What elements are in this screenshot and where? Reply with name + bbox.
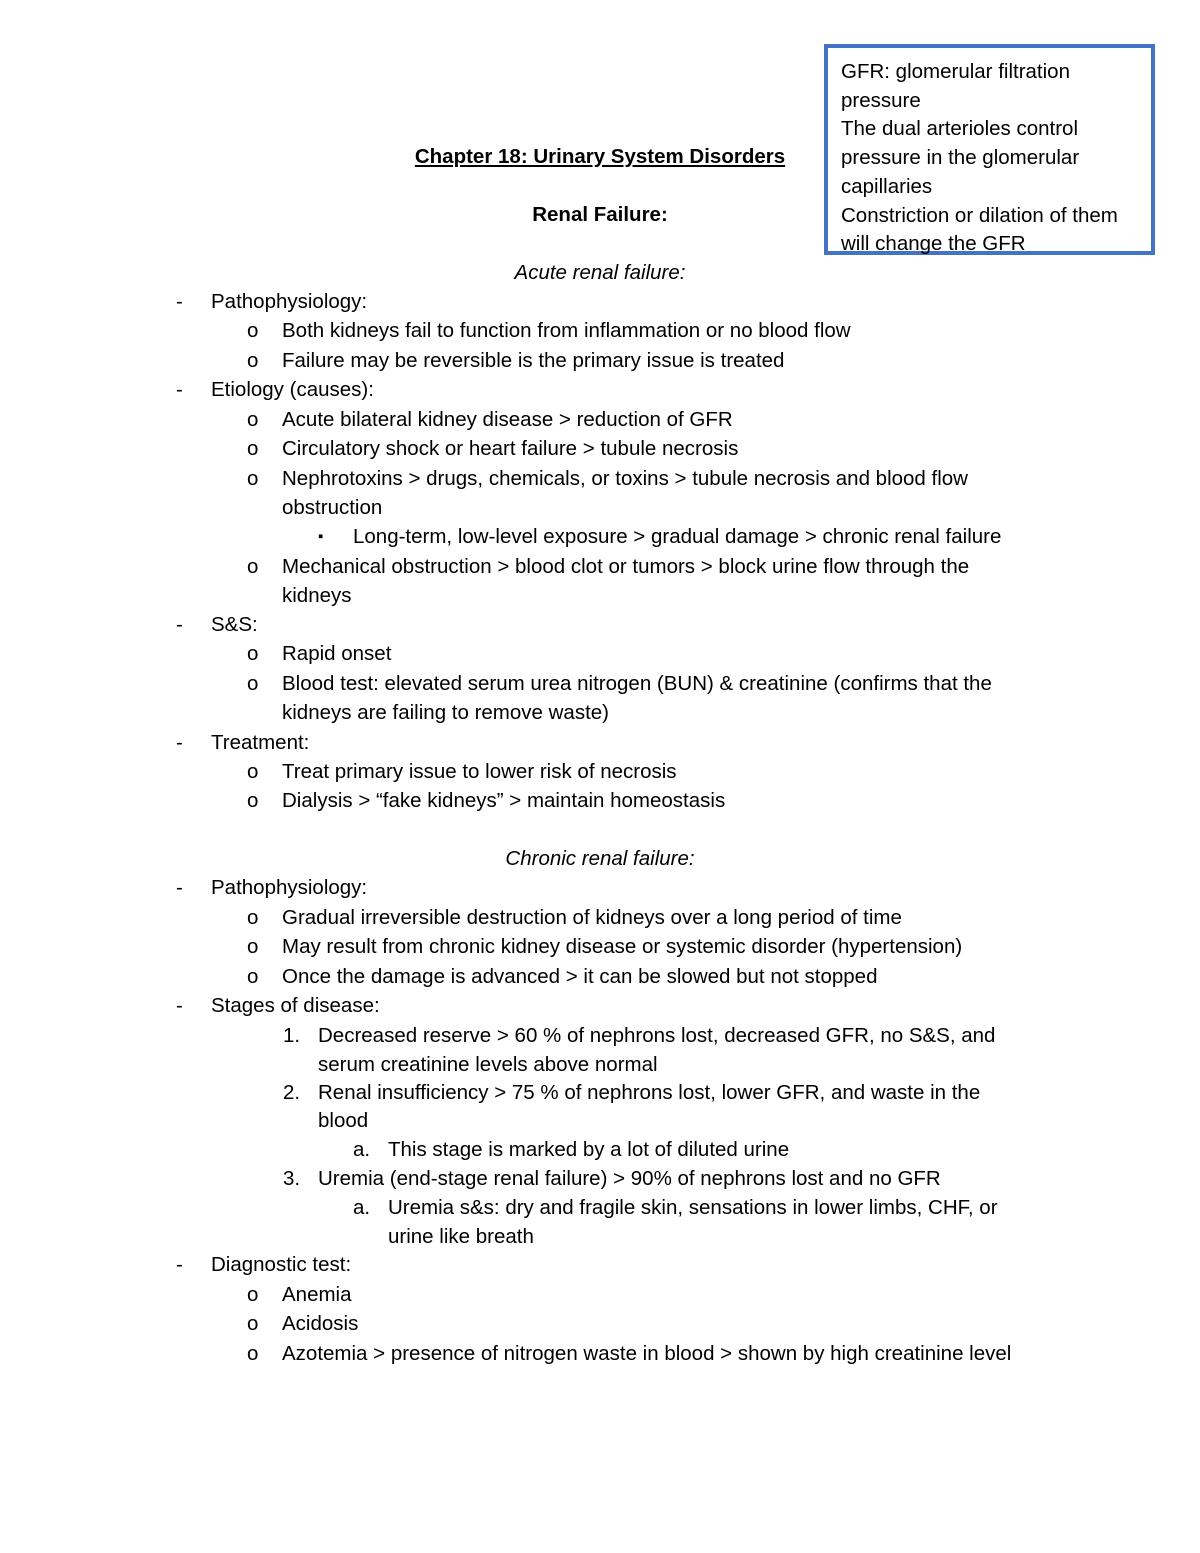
note-line: GFR: glomerular filtration [841,60,1070,83]
note-line: pressure in the glomerular [841,146,1080,170]
bullet-marker: o [247,935,259,958]
bullet-marker: o [247,1312,259,1335]
list-item: Once the damage is advanced > it can be slowed but not stopped [282,965,878,988]
list-item: Rapid onset [282,642,392,665]
letter-marker: a. [353,1196,371,1219]
list-item: Azotemia > presence of nitrogen waste in blood > shown by high creatinine level [282,1342,1012,1365]
list-item-continued: kidneys are failing to remove waste) [282,701,610,724]
list-item: Gradual irreversible destruction of kidneys over a long period of time [282,906,902,929]
list-item: Nephrotoxins > drugs, chemicals, or toxins > tubule necrosis and blood flow [282,467,968,490]
note-line: capillaries [841,174,933,198]
list-item: Renal insufficiency > 75 % of nephrons lost, lower GFR, and waste in the [318,1081,981,1104]
bullet-marker: o [247,1283,259,1306]
list-item: Decreased reserve > 60 % of nephrons lost, decreased GFR, no S&S, and [318,1024,996,1047]
list-item: Anemia [282,1283,352,1306]
bullet-marker: o [247,349,259,372]
list-item: Pathophysiology: [211,876,368,899]
list-item: Pathophysiology: [211,290,368,313]
list-item: Both kidneys fail to function from inflammation or no blood flow [282,319,851,342]
bullet-marker: - [176,290,183,313]
letter-marker: a. [353,1138,371,1161]
list-item: Long-term, low-level exposure > gradual damage > chronic renal failure [353,525,1002,548]
bullet-marker: ▪ [318,528,324,545]
list-item: This stage is marked by a lot of diluted urine [388,1138,790,1161]
bullet-marker: o [247,906,259,929]
list-item: Uremia (end-stage renal failure) > 90% of nephrons lost and no GFR [318,1167,941,1190]
number-marker: 3. [283,1167,301,1190]
bullet-marker: o [247,965,259,988]
list-item-continued: urine like breath [388,1225,534,1248]
bullet-marker: o [247,1342,259,1365]
bullet-marker: - [176,731,183,754]
number-marker: 2. [283,1081,301,1104]
bullet-marker: o [247,789,259,812]
note-line: Constriction or dilation of them [841,203,1118,227]
section-heading-renal-failure: Renal Failure: [532,203,668,226]
bullet-marker: o [247,467,259,490]
list-item-continued: obstruction [282,496,383,519]
list-item: Uremia s&s: dry and fragile skin, sensations in lower limbs, CHF, or [388,1196,998,1219]
bullet-marker: o [247,319,259,342]
bullet-marker: o [247,672,259,695]
number-marker: 1. [283,1024,301,1047]
note-line: pressure [841,88,921,112]
list-item-continued: serum creatinine levels above normal [318,1053,658,1076]
note-line: will change the GFR [841,232,1026,256]
list-item: May result from chronic kidney disease or systemic disorder (hypertension) [282,935,963,958]
bullet-marker: - [176,1253,183,1276]
list-item: Diagnostic test: [211,1253,352,1276]
bullet-marker: o [247,555,259,578]
list-item: Acidosis [282,1312,359,1335]
list-item-continued: blood [318,1109,369,1132]
list-item: Acute bilateral kidney disease > reduction of GFR [282,408,733,431]
acute-heading: Acute renal failure: [514,261,686,284]
list-item-continued: kidneys [282,584,352,607]
bullet-marker: o [247,642,259,665]
list-item: S&S: [211,613,258,636]
bullet-marker: - [176,613,183,636]
bullet-marker: - [176,378,183,401]
list-item: Treat primary issue to lower risk of necrosis [282,760,677,783]
bullet-marker: o [247,437,259,460]
list-item: Dialysis > “fake kidneys” > maintain homeostasis [282,789,726,812]
list-item: Treatment: [211,731,310,754]
bullet-marker: o [247,760,259,783]
chronic-heading: Chronic renal failure: [505,847,695,870]
list-item: Etiology (causes): [211,378,374,401]
bullet-marker: o [247,408,259,431]
list-item: Stages of disease: [211,994,380,1017]
bullet-marker: - [176,876,183,899]
bullet-marker: - [176,994,183,1017]
list-item: Blood test: elevated serum urea nitrogen (BUN) & creatinine (confirms that the [282,672,992,695]
note-line: The dual arterioles control [841,117,1079,141]
chapter-title: Chapter 18: Urinary System Disorders [414,145,786,168]
list-item: Failure may be reversible is the primary issue is treated [282,349,785,372]
list-item: Mechanical obstruction > blood clot or tumors > block urine flow through the [282,555,970,578]
list-item: Circulatory shock or heart failure > tubule necrosis [282,437,739,460]
